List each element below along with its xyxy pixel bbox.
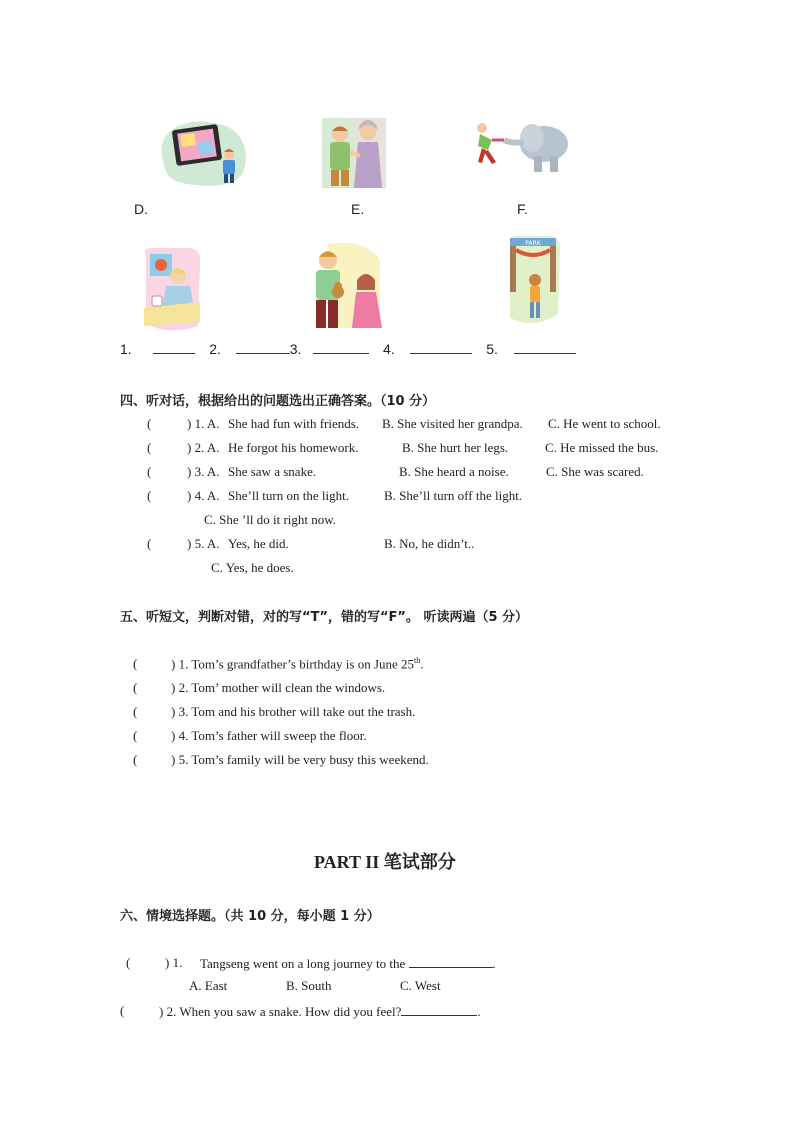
s6-q1-blank[interactable] [409,955,493,968]
s5-item-2: ) 2. Tom’ mother will clean the windows. [171,680,386,695]
s5-item-5: ) 5. Tom’s family will be very busy this weekend. [171,752,429,767]
s6-paren-1[interactable]: ( [126,955,131,970]
answer-row [120,341,576,357]
s6-q1-option-b: B. South [286,978,332,993]
s4-num-1: ) 1. A. [187,416,220,431]
s6-num-1: ) 1. [165,955,183,970]
answer-num-1: 1. [120,341,132,357]
answer-blank-1[interactable] [153,341,195,354]
answer-num-3: 3. [289,341,302,357]
s4-q3-option-c: C. She was scared. [546,464,644,479]
s4-q2-option-c: C. He missed the bus. [545,440,659,455]
part2-title: PART II 笔试部分 [314,852,456,872]
section6-heading: 六、情境选择题。（共 10 分，每小题 1 分） [120,909,380,924]
s4-paren-5[interactable]: ( [147,536,152,551]
s4-paren-3[interactable]: ( [147,464,152,479]
s4-num-2: ) 2. A. [187,440,220,455]
s5-item-1: ) 1. Tom’s grandfather’s birthday is on June 25th. [171,656,424,672]
s5-item-3: ) 3. Tom and his brother will take out the trash. [171,704,416,719]
s6-paren-2[interactable]: ( [120,1003,125,1018]
picture-label-f: F. [517,201,528,217]
s4-q1-option-c: C. He went to school. [548,416,661,431]
s4-q2-option-b: B. She hurt her legs. [402,440,509,455]
s5-paren-2[interactable]: ( [133,680,138,695]
s4-q5-option-b: B. No, he didn’t.. [384,536,475,551]
answer-num-2: 2. [209,341,221,357]
s4-q4-option-a: She’ll turn on the light. [228,488,349,503]
s5-item-4: ) 4. Tom’s father will sweep the floor. [171,728,367,743]
tv-boy-icon [152,115,252,190]
answer-blank-4[interactable] [410,341,472,354]
boy-girl-teddy-icon [306,240,386,330]
picture-label-d: D. [134,201,148,217]
s6-q1-text: Tangseng went on a long journey to the . [200,956,496,971]
svg-text:PARK: PARK [525,240,541,247]
s6-q1-option-a: A. East [189,978,228,993]
s4-q2-option-a: He forgot his homework. [228,440,359,455]
s5-paren-5[interactable]: ( [133,752,138,767]
s4-q5-option-c: C. Yes, he does. [211,560,294,575]
s4-q1-option-b: B. She visited her grandpa. [382,416,523,431]
section5-heading: 五、听短文，判断对错，对的写“T”，错的写“F”。 听读两遍（5 分） [120,610,529,625]
girl-park-gate-icon [504,234,562,326]
answer-num-5: 5. [486,341,498,357]
s4-num-3: ) 3. A. [187,464,220,479]
s6-q2-blank[interactable] [401,1003,477,1016]
answer-blank-5[interactable] [514,341,576,354]
s4-q1-option-a: She had fun with friends. [228,416,360,431]
s5-paren-3[interactable]: ( [133,704,138,719]
picture-label-e: E. [351,201,365,217]
s5-paren-4[interactable]: ( [133,728,138,743]
sick-man-bed-icon [140,246,204,332]
s4-paren-2[interactable]: ( [147,440,152,455]
answer-blank-2[interactable] [236,341,290,354]
s4-num-5: ) 5. A. [187,536,220,551]
s4-q5-option-a: Yes, he did. [228,536,289,551]
answer-blank-3[interactable] [313,341,369,354]
s4-q4-option-c: C. She ’ll do it right now. [204,512,337,527]
s5-paren-1[interactable]: ( [133,656,138,671]
s4-num-4: ) 4. A. [187,488,220,503]
answer-num-4: 4. [382,341,395,357]
section4-heading: 四、听对话，根据给出的问题选出正确答案。（10 分） [120,394,436,409]
s6-q1-option-c: C. West [400,978,441,993]
s4-q3-option-a: She saw a snake. [228,464,317,479]
s4-q3-option-b: B. She heard a noise. [399,464,509,479]
boy-elephant-icon [474,116,574,176]
s4-paren-4[interactable]: ( [147,488,152,503]
s4-paren-1[interactable]: ( [147,416,152,431]
boy-grandma-icon [322,116,386,188]
s6-q2-text: ) 2. When you saw a snake. How did you feel? . [159,1004,481,1019]
s4-q4-option-b: B. She’ll turn off the light. [384,488,523,503]
